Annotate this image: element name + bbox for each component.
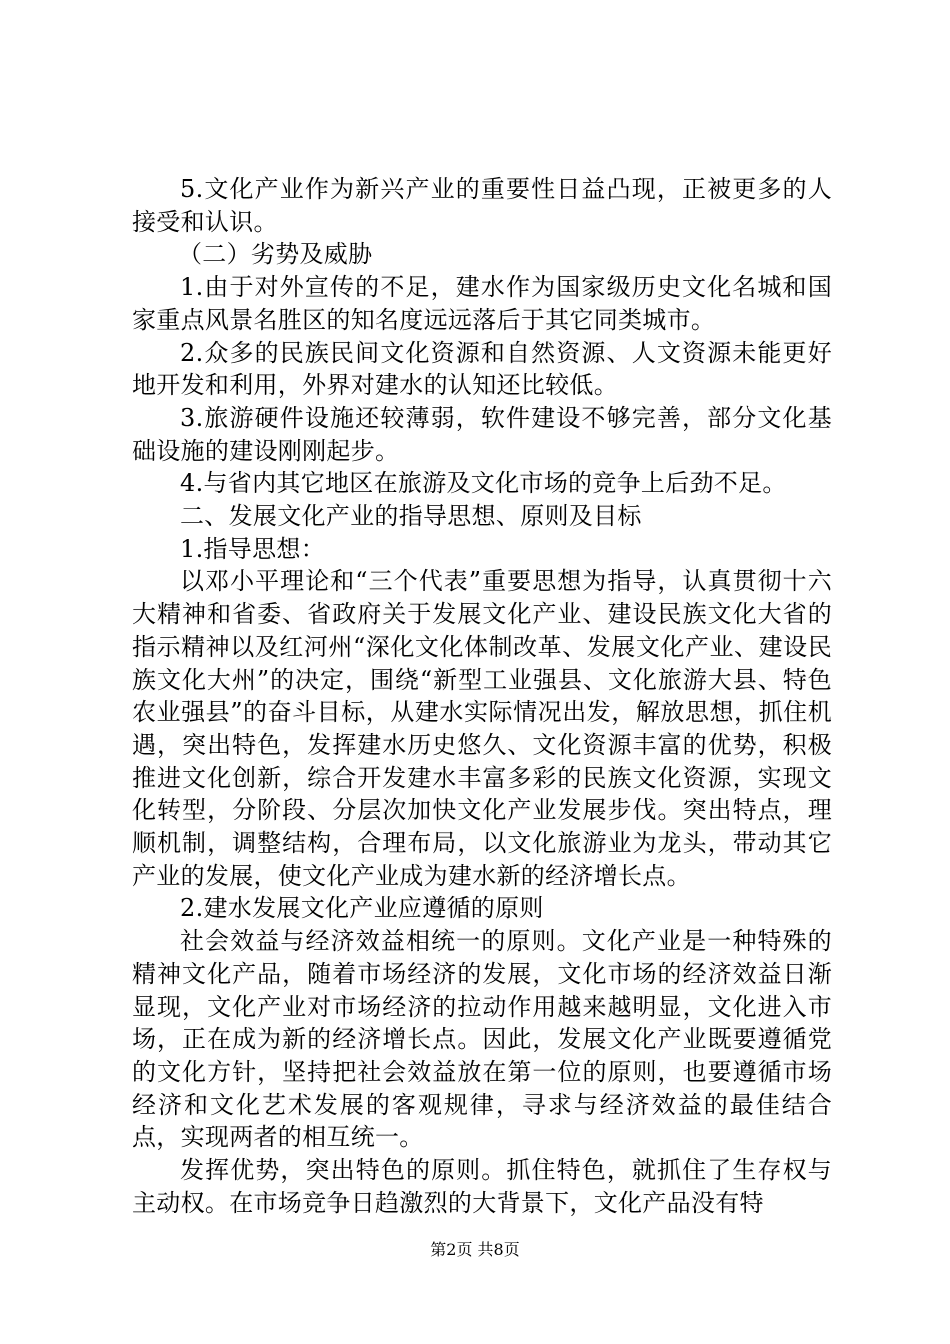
section-heading-guiding-ideology: 二、发展文化产业的指导思想、原则及目标 [180,502,642,531]
paragraph-strength-5: 5.文化产业作为新兴产业的重要性日益凸现，正被更多的人接受和认识。 [132,175,832,236]
paragraph-weakness-3: 3.旅游硬件设施还较薄弱，软件建设不够完善，部分文化基础设施的建设刚刚起步。 [132,403,832,465]
paragraph-principle-social-economic: 社会效益与经济效益相统一的原则。文化产业是一种特殊的精神文化产品，随着市场经济的发展，文化市场的经济效益日渐显现，文化产业对市场经济的拉动作用越来越明显，文化进入市场，正在成为新的经济增长点。因此，发展文化产业既要遵循党的文化方针，坚持把社会效益放在第一位的原则，也要遵循市场经济和文化艺术发展的客观规律，寻求与经济效益的最佳结合点，实现两者的相互统一。 [132,927,832,1152]
subheading-principles: 2.建水发展文化产业应遵循的原则 [180,894,544,923]
paragraph-guiding-thought: 以邓小平理论和“三个代表”重要思想为指导，认真贯彻十六大精神和省委、省政府关于发展文化产业、建设民族文化大省的指示精神以及红河州“深化文化体制改革、发展文化产业、建设民族文化大州”的决定，围绕“新型工业强县、文化旅游大县、特色农业强县”的奋斗目标，从建水实际情况出发，解放思想，抓住机遇，突出特色，发挥建水历史悠久、文化资源丰富的优势，积极推进文化创新，综合开发建水丰富多彩的民族文化资源，实现文化转型，分阶段、分层次加快文化产业发展步伐。突出特点，理顺机制，调整结构，合理布局，以文化旅游业为龙头，带动其它产业的发展，使文化产业成为建水新的经济增长点。 [132,567,832,890]
section-heading-weaknesses: （二）劣势及威胁 [178,240,373,269]
paragraph-weakness-2: 2.众多的民族民间文化资源和自然资源、人文资源未能更好地开发和利用，外界对建水的认知还比较低。 [132,338,832,400]
paragraph-weakness-1: 1.由于对外宣传的不足，建水作为国家级历史文化名城和国家重点风景名胜区的知名度远远落后于其它同类城市。 [132,273,832,334]
subheading-guiding-thought: 1.指导思想： [180,534,325,563]
page-footer: 第2页 共8页 [430,1240,520,1259]
paragraph-weakness-4: 4.与省内其它地区在旅游及文化市场的竞争上后劲不足。 [180,469,787,498]
document-body [132,173,832,1220]
paragraph-principle-advantages: 发挥优势，突出特色的原则。抓住特色，就抓住了生存权与主动权。在市场竞争日趋激烈的大背景下，文化产品没有特 [132,1156,832,1217]
